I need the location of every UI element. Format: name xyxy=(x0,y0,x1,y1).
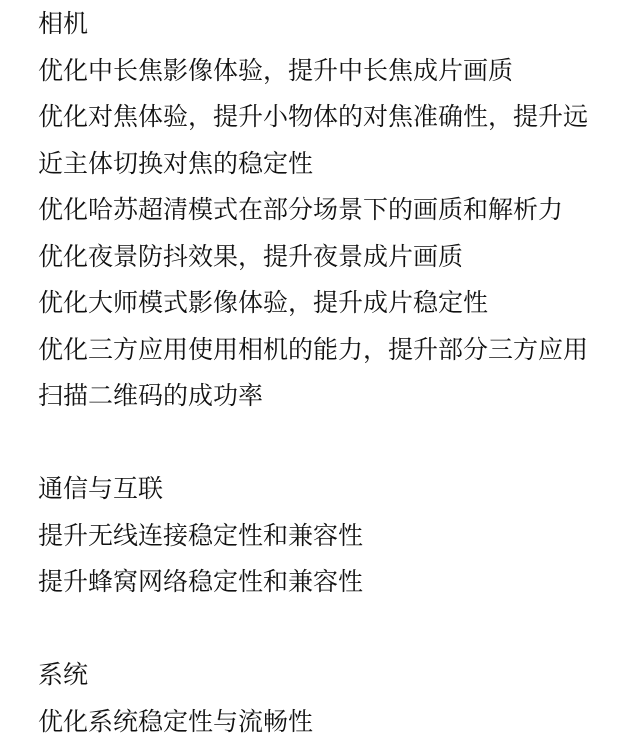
camera-item-focus: 优化对焦体验，提升小物体的对焦准确性，提升远 xyxy=(38,102,589,131)
section-heading-camera: 相机 xyxy=(38,9,89,38)
section-spacer xyxy=(38,420,634,467)
camera-item-third-party-cont: 扫描二维码的成功率 xyxy=(38,381,264,410)
camera-item-master-mode: 优化大师模式影像体验，提升成片稳定性 xyxy=(38,288,489,317)
connectivity-item-cellular: 提升蜂窝网络稳定性和兼容性 xyxy=(38,567,364,596)
system-item-stability: 优化系统稳定性与流畅性 xyxy=(38,706,314,736)
release-notes xyxy=(38,0,634,745)
section-spacer xyxy=(38,606,634,653)
connectivity-item-wireless: 提升无线连接稳定性和兼容性 xyxy=(38,520,364,550)
camera-item-third-party: 优化三方应用使用相机的能力，提升部分三方应用 xyxy=(38,334,589,364)
camera-item-night: 优化夜景防抖效果，提升夜景成片画质 xyxy=(38,241,464,271)
camera-item-telephoto: 优化中长焦影像体验，提升中长焦成片画质 xyxy=(38,55,514,85)
section-heading-connectivity: 通信与互联 xyxy=(38,474,164,503)
section-heading-system: 系统 xyxy=(38,660,89,689)
camera-item-hasselblad: 优化哈苏超清模式在部分场景下的画质和解析力 xyxy=(38,195,564,224)
camera-item-focus-cont: 近主体切换对焦的稳定性 xyxy=(38,148,314,178)
